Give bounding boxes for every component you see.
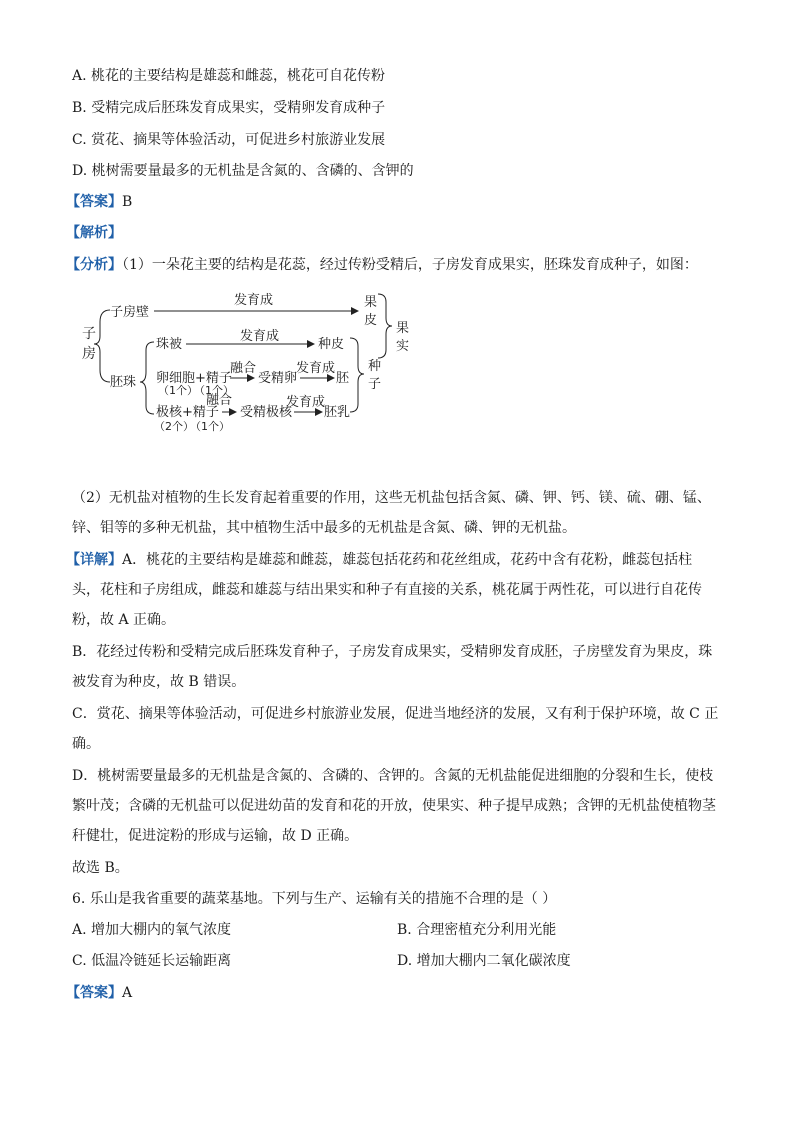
answer-q6 xyxy=(66,983,132,1003)
diagram-shoujingjihe: 受精极核 xyxy=(240,405,293,420)
detail-a-line1 xyxy=(66,550,692,570)
answer-q6-value: A xyxy=(122,985,133,1001)
q6-option-b: B. 合理密植充分利用光能 xyxy=(397,922,557,938)
diagram-zhongpi: 种皮 xyxy=(318,337,345,352)
analysis-text: （1）一朵花主要的结构是花蕊，经过传粉受精后，子房发育成果实，胚珠发育成种子，如图： xyxy=(122,257,698,273)
answer-q5 xyxy=(66,192,132,212)
diagram-ronghe-1: 融合 xyxy=(230,361,257,376)
diagram-count-2a: （2个） xyxy=(154,420,194,433)
detail-a1-text: A．桃花的主要结构是雄蕊和雌蕊，雄蕊包括花药和花丝组成，花药中含有花粉，雌蕊包括柱 xyxy=(122,552,693,568)
diagram-luanxibao: 卵细胞+精子 xyxy=(156,371,232,386)
diagram-zifang: 子 xyxy=(82,326,96,342)
detail-b-line2: 被发育为种皮，故 B 错误。 xyxy=(72,674,246,690)
q6-option-d: D. 增加大棚内二氧化碳浓度 xyxy=(397,953,571,969)
answer-label: 【答案】 xyxy=(66,194,122,210)
diagram-fayucheng-2: 发育成 xyxy=(240,329,280,344)
option-a: A. 桃花的主要结构是雄蕊和雌蕊，桃花可自花传粉 xyxy=(72,68,386,84)
diagram-shoujingluan: 受精卵 xyxy=(258,371,298,386)
diagram-zhongzi-1: 种 xyxy=(368,359,382,374)
detail-label: 【详解】 xyxy=(66,552,122,568)
detail-a-line3: 粉，故 A 正确。 xyxy=(72,612,176,628)
detail-c-line1: C．赏花、摘果等体验活动，可促进乡村旅游业发展，促进当地经济的发展，又有利于保护环境，故 C 正 xyxy=(72,706,719,722)
diagram-zhubei: 珠被 xyxy=(156,337,183,352)
detail-d-line2: 繁叶茂；含磷的无机盐可以促进幼苗的发育和花的开放，使果实、种子提早成熟；含钾的无机盐使植物茎 xyxy=(72,798,716,814)
diagram-count-1a: （1个） xyxy=(158,384,198,397)
diagram-count-1b: （1个） xyxy=(194,384,234,397)
brace-fruit xyxy=(378,294,392,358)
detail-d-line1: D．桃树需要量最多的无机盐是含氮的、含磷的、含钾的。含氮的无机盐能促进细胞的分裂和生长，使枝 xyxy=(72,768,714,784)
diagram-fayucheng-4: 发育成 xyxy=(286,395,326,410)
brace-seed xyxy=(350,338,364,412)
diagram-jihe: 极核+精子 xyxy=(156,405,219,420)
diagram-zifangbi: 子房壁 xyxy=(110,305,150,320)
text2-line2: 锌、钼等的多种无机盐，其中植物生活中最多的无机盐是含氮、磷、钾的无机盐。 xyxy=(72,520,576,536)
text2-line1: （2）无机盐对植物的生长发育起着重要的作用，这些无机盐包括含氮、磷、钾、钙、镁、硫、硼、锰、 xyxy=(72,490,711,506)
detail-b-line1: B．花经过传粉和受精完成后胚珠发育种子，子房发育成果实，受精卵发育成胚，子房壁发育为果皮，珠 xyxy=(72,644,713,660)
brace-ovule xyxy=(140,342,154,414)
analysis-heading: 【解析】 xyxy=(66,225,122,241)
diagram-fayucheng-3: 发育成 xyxy=(296,361,336,376)
diagram-count-2b: （1个） xyxy=(190,420,230,433)
analysis-label: 【分析】 xyxy=(66,257,122,273)
diagram-zhongzi-2: 子 xyxy=(368,377,382,392)
diagram-pei: 胚 xyxy=(336,371,350,386)
detail-a-line2: 头，花柱和子房组成，雌蕊和雄蕊与结出果实和种子有直接的关系，桃花属于两性花，可以进行自花传 xyxy=(72,582,702,598)
diagram-peizhu: 胚珠 xyxy=(110,375,137,390)
analysis-paragraph xyxy=(66,255,698,275)
brace-ovary xyxy=(94,310,110,382)
q6-option-c: C. 低温冷链延长运输距离 xyxy=(72,953,232,969)
answer-q6-label: 【答案】 xyxy=(66,985,122,1001)
diagram-guopi-2: 皮 xyxy=(364,313,378,328)
flower-development-diagram xyxy=(78,288,438,438)
answer-value: B xyxy=(122,194,133,210)
detail-c-line2: 确。 xyxy=(72,736,100,752)
option-d: D. 桃树需要量最多的无机盐是含氮的、含磷的、含钾的 xyxy=(72,163,414,179)
diagram-guopi-1: 果 xyxy=(364,295,378,310)
q6-option-a: A. 增加大棚内的氧气浓度 xyxy=(72,922,232,938)
diagram-guoshi-2: 实 xyxy=(396,339,410,354)
option-c: C. 赏花、摘果等体验活动，可促进乡村旅游业发展 xyxy=(72,132,386,148)
diagram-fayucheng-1: 发育成 xyxy=(234,293,274,308)
diagram-guoshi-1: 果 xyxy=(396,321,410,336)
diagram-ronghe-2: 融合 xyxy=(206,393,233,408)
detail-conclusion: 故选 B。 xyxy=(72,860,129,876)
diagram-peiru: 胚乳 xyxy=(324,405,351,420)
q6-stem: 6. 乐山是我省重要的蔬菜基地。下列与生产、运输有关的措施不合理的是（ ） xyxy=(72,891,557,907)
diagram-zifang2: 房 xyxy=(82,346,96,362)
option-b: B. 受精完成后胚珠发育成果实，受精卵发育成种子 xyxy=(72,100,386,116)
detail-d-line3: 秆健壮，促进淀粉的形成与运输，故 D 正确。 xyxy=(72,828,359,844)
